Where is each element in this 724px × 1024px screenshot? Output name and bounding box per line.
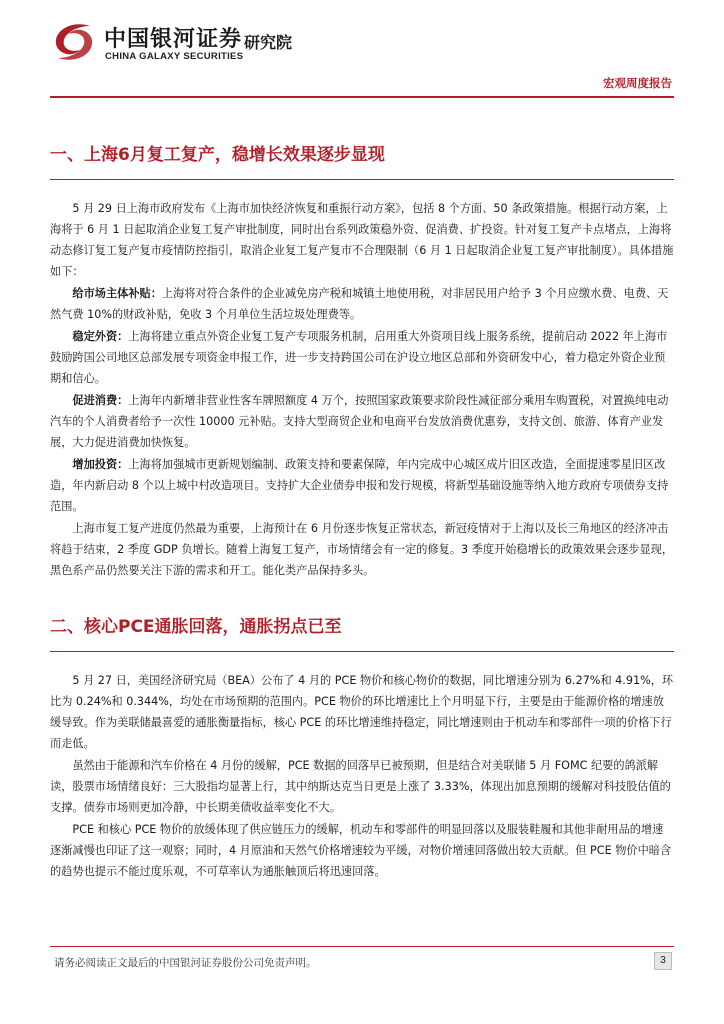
paragraph-text: 上海将加强城市更新规划编制、政策支持和要素保障，年内完成中心城区成片旧区改造，全面提速零星旧区改造，年内新启动 8 个以上城中村改造项目。支持扩大企业债券申报和发行规模，将新型基础设施等纳入地方政府专项债券支持范围。 <box>50 458 669 513</box>
header-divider <box>50 96 674 98</box>
section-title-1: 一、上海6月复工复产，稳增长效果逐步显现 <box>50 145 385 165</box>
paragraph <box>50 326 674 389</box>
paragraph <box>50 819 674 882</box>
paragraph <box>50 198 674 282</box>
paragraph-text: 虽然由于能源和汽车价格在 4 月份的缓解，PCE 数据的回落早已被预期，但是结合对美联储 5 月 FOMC 纪要的鸽派解读，股票市场情绪良好：三大股指均显著上行，其中纳斯达克当日更是上涨了 3.33%，体现出加息预期的缓解对科技股估值的支撑。债券市场则更加冷静，中长期美债收益率变化不大。 <box>50 759 671 814</box>
paragraph-text: 5 月 29 日上海市政府发布《上海市加快经济恢复和重振行动方案》，包括 8 个方面、50 条政策措施。根据行动方案，上海将于 6 月 1 日起取消企业复工复产审批制度，同时出台系列政策稳外资、促消费、扩投资。针对复工复产卡点堵点，上海将动态修订复工复产复市疫情防控指引，取消企业复工复产复市不合理限制（6 月 1 日起取消企业复工复产审批制度）。具体措施如下： <box>50 202 674 278</box>
section-divider <box>50 651 674 652</box>
section-divider <box>50 179 674 180</box>
report-type-label: 宏观周度报告 <box>603 76 672 90</box>
paragraph-text: PCE 和核心 PCE 物价的放缓体现了供应链压力的缓解，机动车和零部件的明显回落以及服装鞋履和其他非耐用品的增速逐渐减慢也印证了这一观察；同时，4 月原油和天然气价格增速较为平缓，对物价增速回落做出较大贡献。但 PCE 物价中暗含的趋势也提示不能过度乐观，不可草率认为通胀触顶后将迅速回落。 <box>50 823 672 878</box>
paragraph <box>50 454 674 517</box>
brand-name-cn: 中国银河证券 <box>104 27 243 52</box>
footer-divider <box>50 946 674 947</box>
page-header <box>0 0 724 96</box>
paragraph-lead: 增加投资： <box>72 458 129 471</box>
paragraph-text: 上海将对符合条件的企业减免房产税和城镇土地使用税，对非居民用户给予 3 个月应缴水费、电费、天然气费 10%的财政补贴，免收 3 个月单位生活垃圾处理费等。 <box>50 287 669 321</box>
document-body <box>50 140 674 883</box>
brand-name-en: CHINA GALAXY SECURITIES <box>105 51 244 62</box>
paragraph <box>50 755 674 818</box>
paragraph-text: 上海将建立重点外资企业复工复产专项服务机制，启用重大外资项目线上服务系统，提前启动 2022 年上海市鼓励跨国公司地区总部发展专项资金申报工作，进一步支持跨国公司在沪设立地区总部和外资研发中心，着力稳定外资企业预期和信心。 <box>50 330 668 385</box>
paragraph-text: 5 月 27 日，美国经济研究局（BEA）公布了 4 月的 PCE 物价和核心物价的数据，同比增速分别为 6.27%和 4.91%，环比为 0.24%和 0.344%，均处在市场预期的范围内。PCE 物价的环比增速比上个月明显下行，主要是由于能源价格的增速放缓导致。作为美联储最喜爱的通胀衡量指标，核心 PCE 的环比增速维持稳定，同比增速则由于机动车和零部件一项的价格下行而走低。 <box>50 674 674 750</box>
page-number: 3 <box>654 952 672 970</box>
section-title-2: 二、核心PCE通胀回落，通胀拐点已至 <box>50 617 342 637</box>
paragraph-lead: 稳定外资： <box>72 330 129 343</box>
paragraph-lead: 给市场主体补贴： <box>72 287 162 300</box>
brand-subtitle: 研究院 <box>244 33 293 52</box>
paragraph-lead: 促进消费： <box>72 394 129 407</box>
paragraph <box>50 518 674 581</box>
paragraph <box>50 670 674 754</box>
paragraph-text: 上海市复工复产进度仍然最为重要，上海预计在 6 月份逐步恢复正常状态，新冠疫情对于上海以及长三角地区的经济冲击将趋于结束，2 季度 GDP 负增长。随着上海复工复产，市场情绪会有一定的修复。3 季度开始稳增长的政策效果会逐步显现，黑色系产品仍然要关注下游的需求和开工。能化类产品保持多头。 <box>50 522 674 577</box>
paragraph-text: 上海年内新增非营业性客车牌照额度 4 万个，按照国家政策要求阶段性减征部分乘用车购置税，对置换纯电动汽车的个人消费者给予一次性 10000 元补贴。支持大型商贸企业和电商平台发放消费优惠券，支持文创、旅游、体育产业发展，大力促进消费加快恢复。 <box>50 394 669 449</box>
disclaimer-text: 请务必阅读正文最后的中国银河证券股份公司免责声明。 <box>54 957 317 969</box>
paragraph <box>50 390 674 453</box>
paragraph <box>50 283 674 325</box>
china-galaxy-logo-icon <box>50 20 98 64</box>
